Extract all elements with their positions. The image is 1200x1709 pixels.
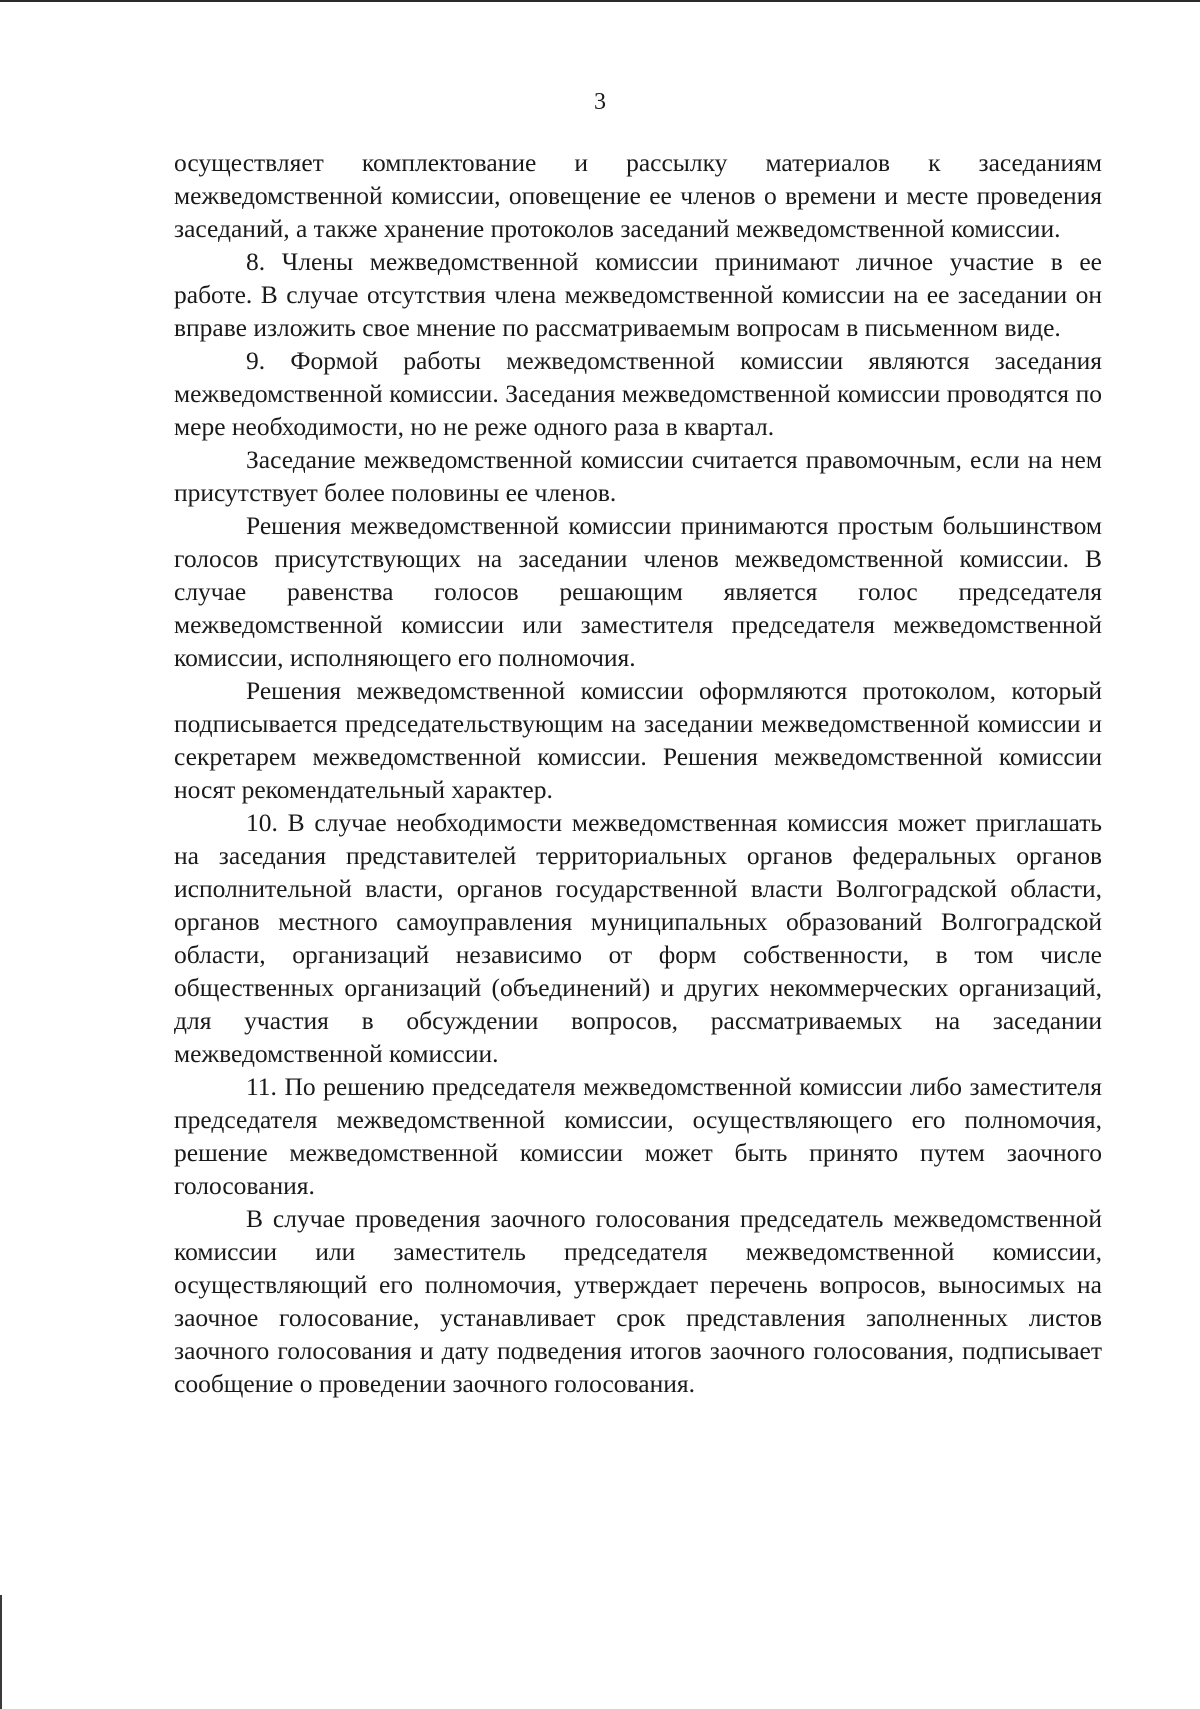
paragraph-item-11: 11. По решению председателя межведомственной комиссии либо заместителя председателя межведомственной комиссии, осуществляющего его полномочия, решение межведомственной комиссии может быть принято путем заочного голосования. (174, 1072, 1102, 1200)
page-number: 3 (594, 89, 606, 115)
paragraph-item-8: 8. Члены межведомственной комиссии принимают личное участие в ее работе. В случае отсутствия члена межведомственной комиссии на ее заседании он вправе изложить свое мнение по рассматриваемым вопросам в письменном виде. (174, 247, 1102, 342)
paragraph-decisions-protocol: Решения межведомственной комиссии оформляются протоколом, который подписывается председательствующим на заседании межведомственной комиссии и секретарем межведомственной комиссии. Решения межведомственной комиссии носят рекомендательный характер. (174, 676, 1102, 804)
paragraph-absentee-voting: В случае проведения заочного голосования председатель межведомственной комиссии или заместитель председателя межведомственной комиссии, осуществляющий его полномочия, утверждает перечень вопросов, выносимых на заочное голосование, устанавливает срок представления заполненных листов заочного голосования и дату подведения итогов заочного голосования, подписывает сообщение о проведении заочного голосования. (174, 1204, 1102, 1398)
left-edge-line (0, 1595, 2, 1709)
paragraph-continuation: осуществляет комплектование и рассылку материалов к заседаниям межведомственной комиссии, оповещение ее членов о времени и месте проведения заседаний, а также хранение протоколов заседаний межведомственной комиссии. (174, 148, 1102, 243)
top-border-line (0, 0, 1200, 2)
paragraph-item-10: 10. В случае необходимости межведомственная комиссия может приглашать на заседания представителей территориальных органов федеральных органов исполнительной власти, органов государственной власти Волгоградской области, органов местного самоуправления муниципальных образований Волгоградской области, организаций независимо от форм собственности, в том числе общественных организаций (объединений) и других некоммерческих организаций, для участия в обсуждении вопросов, рассматриваемых на заседании межведомственной комиссии. (174, 808, 1102, 1068)
paragraph-quorum: Заседание межведомственной комиссии считается правомочным, если на нем присутствует более половины ее членов. (174, 445, 1102, 507)
document-body (174, 146, 1102, 1400)
paragraph-decisions-voting: Решения межведомственной комиссии принимаются простым большинством голосов присутствующих на заседании членов межведомственной комиссии. В случае равенства голосов решающим является голос председателя межведомственной комиссии или заместителя председателя межведомственной комиссии, исполняющего его полномочия. (174, 511, 1102, 672)
paragraph-item-9: 9. Формой работы межведомственной комиссии являются заседания межведомственной комиссии. Заседания межведомственной комиссии проводятся по мере необходимости, но не реже одного раза в квартал. (174, 346, 1102, 441)
